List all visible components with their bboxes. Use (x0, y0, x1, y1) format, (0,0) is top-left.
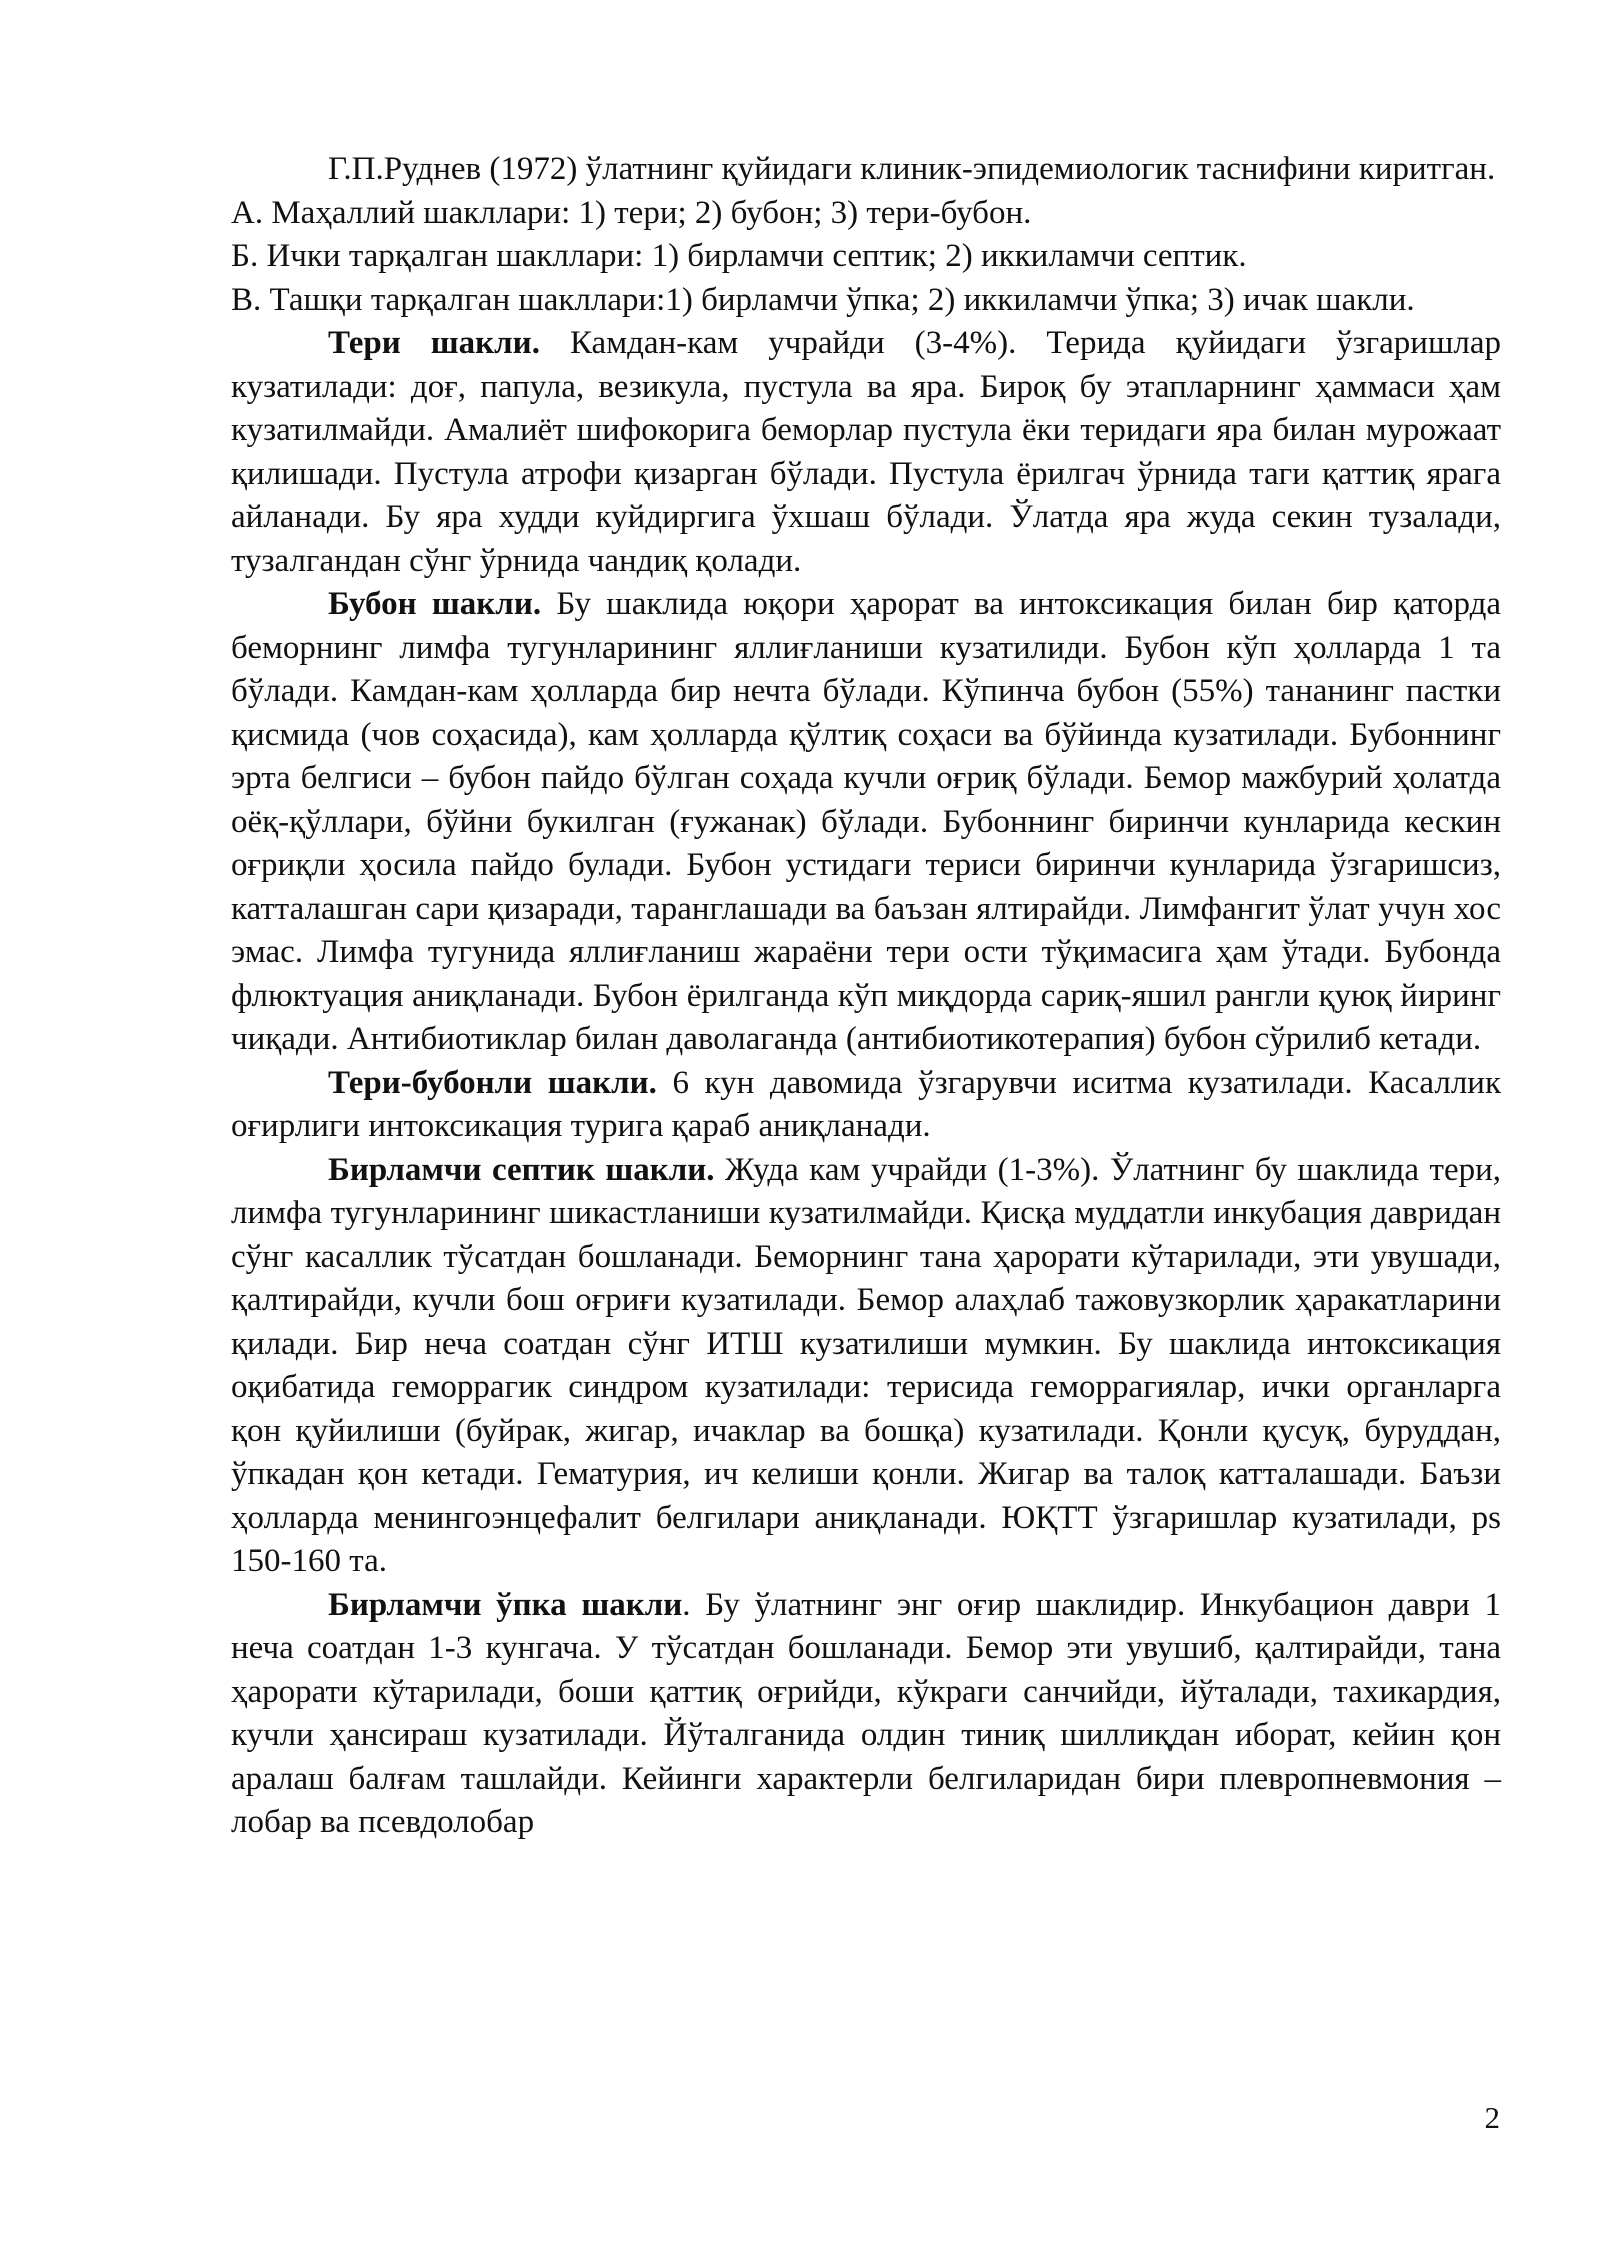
paragraph-text: Жуда кам учрайди (1-3%). Ўлатнинг бу шаклида тери, лимфа тугунларининг шикастланиши кузатилмайди. Қисқа муддатли инкубация давридан сўнг касаллик тўсатдан бошланади. Беморнинг тана ҳарорати кўтарилади, эти увушади, қалтирайди, кучли бош оғриғи кузатилади. Бемор алаҳлаб тажовузкорлик ҳаракатларини қилади. Бир неча соатдан сўнг ИТШ кузатилиши мумкин. Бу шаклида интоксикация оқибатида геморрагик синдром кузатилади: терисида геморрагиялар, ички органларга қон қуйилиши (буйрак, жигар, ичаклар ва бошқа) кузатилади. Қонли қусуқ, буруддан, ўпкадан қон кетади. Гематурия, ич келиши қонли. Жигар ва талоқ катталашади. Баъзи ҳолларда менингоэнцефалит белгилари аниқланади. ЮҚТТ ўзгаришлар кузатилади, ps 150-160 та. (231, 1151, 1501, 1579)
paragraph-heading: Бирламчи ўпка шакли (328, 1586, 683, 1623)
paragraph-pulmonary-form (231, 1584, 1501, 1845)
paragraph-heading: Бирламчи септик шакли. (328, 1151, 715, 1188)
paragraph-heading: Тери-бубонли шакли. (328, 1064, 657, 1101)
document-body (231, 148, 1501, 1845)
paragraph-skin-bubo-form (231, 1062, 1501, 1149)
paragraph-text: Бу шаклида юқори ҳарорат ва интоксикация билан бир қаторда беморнинг лимфа тугунларининг яллиғланиши кузатилиди. Бубон кўп ҳолларда 1 та бўлади. Камдан-кам ҳолларда бир нечта бўлади. Кўпинча бубон (55%) тананинг пастки қисмида (чов соҳасида), кам ҳолларда қўлтиқ соҳаси ва бўйинда кузатилади. Бубоннинг эрта белгиси – бубон пайдо бўлган соҳада кучли оғриқ бўлади. Бемор мажбурий ҳолатда оёқ-қўллари, бўйни букилган (ғужанак) бўлади. Бубоннинг биринчи кунларида кескин оғриқли ҳосила пайдо булади. Бубон устидаги териси биринчи кунларида ўзгаришсиз, катталашган сари қизаради, таранглашади ва баъзан ялтирайди. Лимфангит ўлат учун хос эмас. Лимфа тугунида яллиғланиш жараёни тери ости тўқимасига ҳам ўтади. Бубонда флюктуация аниқланади. Бубон ёрилганда кўп миқдорда сариқ-яшил рангли қуюқ йиринг чиқади. Антибиотиклар билан даволаганда (антибиотикотерапия) бубон сўрилиб кетади. (231, 586, 1502, 1057)
paragraph-text: Б. Ички тарқалган шакллари: 1) бирламчи септик; 2) иккиламчи септик. (231, 238, 1247, 274)
paragraph-heading: Тери шакли. (328, 325, 540, 361)
paragraph-intro (231, 148, 1501, 192)
paragraph-text: А. Маҳаллий шакллари: 1) тери; 2) бубон; 3) тери-бубон. (231, 194, 1032, 231)
paragraph-septic-form (231, 1149, 1501, 1584)
paragraph-text: . Бу ўлатнинг энг оғир шаклидир. Инкубацион даври 1 неча соатдан 1-3 кунгача. У тўсатдан бошланади. Бемор эти увушиб, қалтирайди, тана ҳарорати кўтарилади, боши қаттиқ оғрийди, кўкраги санчийди, йўталади, тахикардия, кучли ҳансираш кузатилади. Йўталганида олдин тиниқ шиллиқдан иборат, кейин қон аралаш балғам ташлайди. Кейинги характерли белгиларидан бири плевропневмония – лобар ва псевдолобар (231, 1586, 1501, 1840)
paragraph-heading: Бубон шакли. (328, 586, 542, 622)
paragraph-classification-a (231, 192, 1501, 236)
paragraph-text: В. Ташқи тарқалган шакллари:1) бирламчи ўпка; 2) иккиламчи ўпка; 3) ичак шакли. (231, 281, 1415, 318)
paragraph-bubo-form (231, 583, 1501, 1062)
paragraph-skin-form (231, 322, 1501, 583)
paragraph-classification-v (231, 279, 1501, 323)
paragraph-text: Камдан-кам учрайди (3-4%). Терида қуйидаги ўзгаришлар кузатилади: доғ, папула, везикула, пустула ва яра. Бироқ бу этапларнинг ҳаммаси ҳам кузатилмайди. Амалиёт шифокорига беморлар пустула ёки теридаги яра билан мурожаат қилишади. Пустула атрофи қизарган бўлади. Пустула ёрилгач ўрнида таги қаттиқ ярага айланади. Бу яра худди куйдиргига ўхшаш бўлади. Ўлатда яра жуда секин тузалади, тузалгандан сўнг ўрнида чандиқ қолади. (231, 325, 1501, 579)
paragraph-text: Г.П.Руднев (1972) ўлатнинг қуйидаги клиник-эпидемиологик таснифини киритган. (328, 151, 1496, 187)
paragraph-text: 6 кун давомида ўзгарувчи иситма кузатилади. Касаллик оғирлиги интоксикация турига қараб аниқланади. (231, 1064, 1501, 1144)
paragraph-classification-b (231, 235, 1501, 279)
page-number: 2 (1484, 2100, 1500, 2135)
